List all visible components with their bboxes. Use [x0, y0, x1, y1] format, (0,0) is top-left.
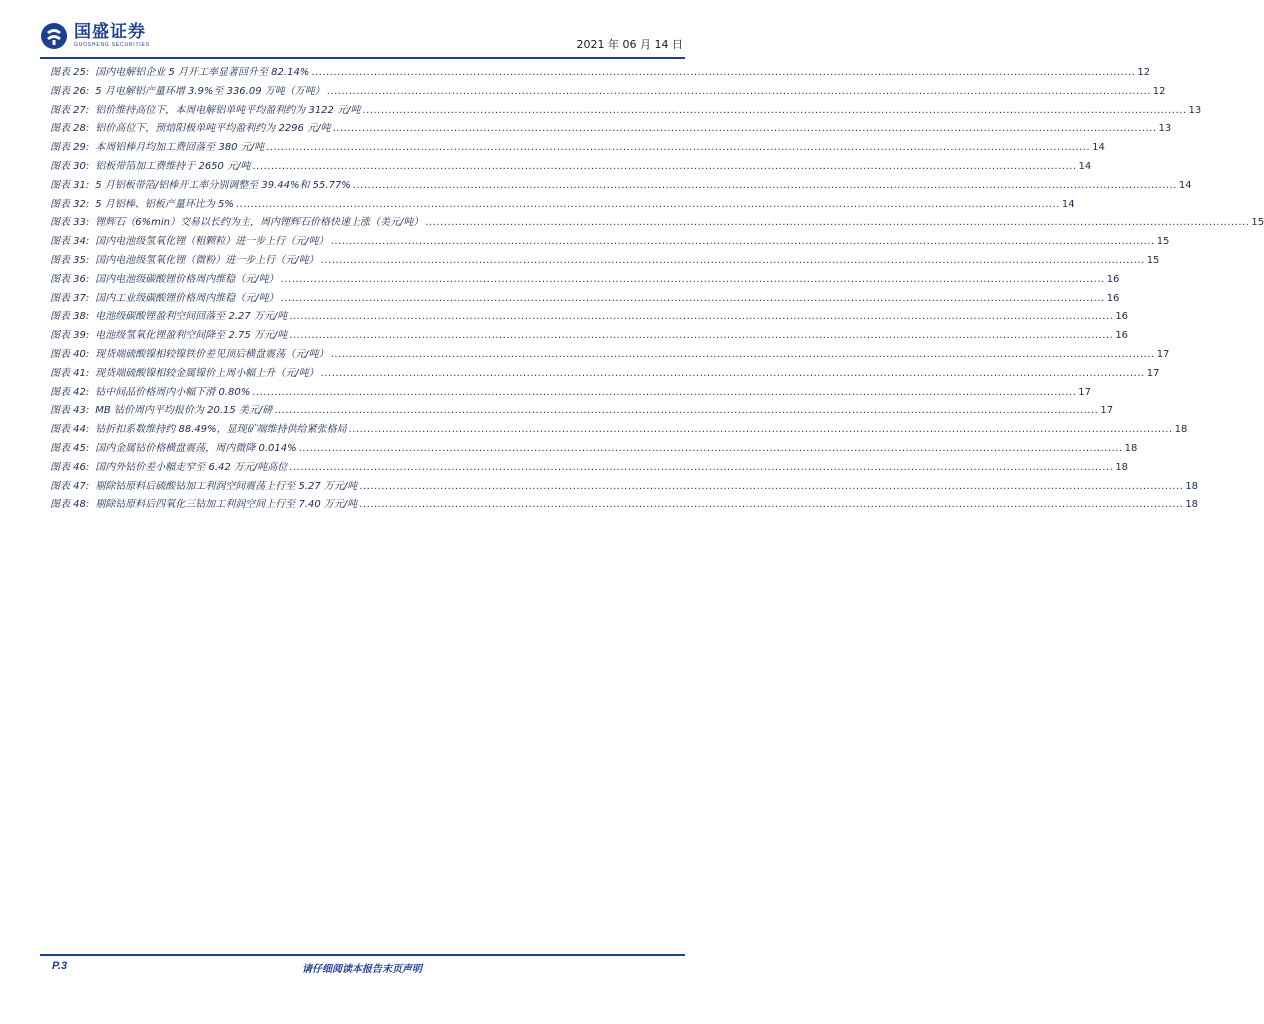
toc-leader-dots — [266, 142, 1090, 153]
toc-entry-title: 本周铝棒月均加工费回落至 380 元/吨 — [95, 142, 265, 154]
toc-leader-dots — [353, 180, 1177, 191]
toc-entry-title: 5 月铝板带箔/铝棒开工率分别调整至 39.44%和 55.77% — [95, 179, 351, 191]
toc-entry-title: 5 月铝棒、铝板产量环比为 5% — [95, 198, 234, 210]
toc-entry[interactable] — [50, 176, 1192, 195]
toc-entry-page: 17 — [1156, 348, 1170, 360]
toc-entry-title: 国内工业级碳酸锂价格周内维稳（元/吨） — [95, 292, 279, 304]
toc-entry-title: 铝价高位下，预焙阳极单吨平均盈利约为 2296 元/吨 — [95, 123, 331, 135]
toc-entry-title: 电池级氢氧化锂盈利空间降至 2.75 万元/吨 — [95, 330, 288, 342]
toc-entry-label: 图表 38: — [50, 311, 90, 323]
toc-entry-title: 锂辉石（6%min）交易以长约为主，周内锂辉石价格快速上涨（美元/吨） — [95, 217, 424, 229]
toc-entry-page: 17 — [1146, 367, 1160, 379]
toc-entry-label: 图表 47: — [50, 480, 90, 492]
toc-entry-page: 18 — [1115, 461, 1129, 473]
toc-entry-page: 14 — [1061, 198, 1075, 210]
toc-leader-dots — [332, 123, 1156, 134]
toc-entry-title: 铝价维持高位下，本周电解铝单吨平均盈利约为 3122 元/吨 — [95, 104, 361, 116]
toc-entry[interactable] — [50, 495, 1199, 514]
logo-text-cn: 国盛证券 — [74, 22, 146, 42]
toc-entry-label: 图表 33: — [50, 217, 90, 229]
toc-entry[interactable] — [50, 307, 1129, 326]
toc-entry-page: 18 — [1124, 442, 1138, 454]
toc-entry-title: 钴中间品价格周内小幅下滑 0.80% — [95, 386, 251, 398]
toc-entry-title: MB 钴价周内平均报价为 20.15 美元/磅 — [95, 405, 273, 417]
toc-entry-title: 铝板带箔加工费维持于 2650 元/吨 — [95, 160, 251, 172]
toc-entry[interactable] — [50, 458, 1129, 477]
toc-entry-label: 图表 26: — [50, 85, 90, 97]
toc-entry-title: 国内电池级氢氧化锂（微粉）进一步上行（元/吨） — [95, 254, 319, 266]
toc-entry-page: 17 — [1100, 405, 1114, 417]
toc-entry-page: 14 — [1078, 160, 1092, 172]
toc-leader-dots — [289, 311, 1113, 322]
toc-leader-dots — [349, 424, 1173, 435]
toc-leader-dots — [327, 86, 1151, 97]
logo-icon — [40, 22, 68, 50]
toc-entry-page: 15 — [1146, 254, 1160, 266]
toc-entry[interactable] — [50, 101, 1202, 120]
toc-entry[interactable] — [50, 439, 1138, 458]
toc-leader-dots — [289, 462, 1113, 473]
toc-leader-dots — [281, 293, 1105, 304]
toc-entry-label: 图表 46: — [50, 461, 90, 473]
toc-entry-page: 18 — [1185, 499, 1199, 511]
report-date: 2021 年 06 月 14 日 — [576, 38, 683, 51]
toc-entry[interactable] — [50, 345, 1170, 364]
toc-entry-label: 图表 36: — [50, 273, 90, 285]
toc-entry-title: 国内电池级氢氧化锂（粗颗粒）进一步上行（元/吨） — [95, 236, 329, 248]
toc-entry[interactable] — [50, 82, 1166, 101]
toc-entry-label: 图表 39: — [50, 330, 90, 342]
toc-entry-page: 14 — [1092, 142, 1105, 154]
toc-entry[interactable] — [50, 477, 1199, 496]
toc-leader-dots — [321, 368, 1145, 379]
toc-entry-page: 12 — [1137, 67, 1151, 78]
toc-entry-page: 16 — [1115, 311, 1129, 323]
toc-leader-dots — [311, 67, 1135, 78]
toc-entry-label: 图表 43: — [50, 405, 90, 417]
toc-entry-page: 13 — [1158, 123, 1172, 135]
toc-leader-dots — [236, 199, 1060, 210]
toc-entry[interactable] — [50, 119, 1172, 138]
toc-entry-title: 5 月电解铝产量环增 3.9%至 336.09 万吨（万吨） — [95, 85, 325, 97]
toc-entry-label: 图表 42: — [50, 386, 90, 398]
toc-entry[interactable] — [50, 401, 1114, 420]
toc-entry[interactable] — [50, 157, 1092, 176]
company-logo — [40, 22, 150, 50]
toc-entry-title: 剔除钴原料后硫酸钴加工利润空间震荡上行至 5.27 万元/吨 — [95, 480, 358, 492]
page-number: P.3 — [52, 960, 68, 972]
toc-leader-dots — [274, 405, 1098, 416]
toc-entry-label: 图表 45: — [50, 442, 90, 454]
toc-entry[interactable] — [50, 213, 1264, 232]
toc-entry[interactable] — [50, 383, 1091, 402]
toc-entry-label: 图表 40: — [50, 348, 90, 360]
toc-entry-label: 图表 32: — [50, 198, 90, 210]
toc-entry[interactable] — [50, 270, 1120, 289]
toc-entry-title: 钴折扣系数维持约 88.49%，显现矿端维持供给紧张格局 — [95, 424, 347, 436]
toc-entry-title: 电池级碳酸锂盈利空间回落至 2.27 万元/吨 — [95, 311, 288, 323]
toc-entry-page: 18 — [1174, 424, 1188, 436]
logo-text-en: GUOSHENG SECURITIES — [74, 42, 150, 48]
toc-leader-dots — [331, 349, 1155, 360]
toc-entry-title: 剔除钴原料后四氧化三钴加工利润空间上行至 7.40 万元/吨 — [95, 499, 358, 511]
page-header — [40, 20, 685, 58]
toc-entry-page: 16 — [1115, 330, 1129, 342]
toc-leader-dots — [331, 236, 1155, 247]
toc-entry-label: 图表 29: — [50, 142, 90, 154]
toc-entry-label: 图表 48: — [50, 499, 90, 511]
toc-leader-dots — [425, 217, 1249, 228]
toc-entry-title: 国内金属钴价格横盘震荡，周内微降 0.014% — [95, 442, 297, 454]
toc-leader-dots — [359, 481, 1183, 492]
toc-entry[interactable] — [50, 232, 1170, 251]
toc-entry-label: 图表 35: — [50, 254, 90, 266]
toc-entry-title: 现货端硫酸镍相较金属镍价上周小幅上升（元/吨） — [95, 367, 319, 379]
toc-entry-label: 图表 37: — [50, 292, 90, 304]
toc-entry[interactable] — [50, 195, 1075, 214]
header-divider — [40, 57, 685, 59]
toc-entry-label: 图表 41: — [50, 367, 90, 379]
toc-entry-label: 图表 27: — [50, 104, 90, 116]
toc-entry[interactable] — [50, 326, 1129, 345]
toc-leader-dots — [321, 255, 1145, 266]
toc-leader-dots — [359, 499, 1183, 510]
toc-leader-dots — [289, 330, 1113, 341]
toc-entry-label: 图表 28: — [50, 123, 90, 135]
toc-entry-label: 图表 31: — [50, 179, 90, 191]
toc-leader-dots — [299, 443, 1123, 454]
toc-entry[interactable] — [50, 289, 1120, 308]
toc-entry-page: 18 — [1185, 480, 1199, 492]
toc-entry-page: 12 — [1152, 85, 1166, 97]
toc-entry[interactable] — [50, 138, 1105, 157]
toc-entry-page: 13 — [1188, 104, 1202, 116]
toc-entry-title: 现货端硫酸镍相较镍铁价差见顶后横盘震荡（元/吨） — [95, 348, 329, 360]
toc-entry-label: 图表 25: — [50, 67, 90, 78]
toc-entry-page: 14 — [1178, 179, 1192, 191]
toc-entry-label: 图表 34: — [50, 236, 90, 248]
toc-entry-page: 15 — [1156, 236, 1170, 248]
toc-entry[interactable] — [50, 63, 1151, 82]
toc-entry-title: 国内电解铝企业 5 月开工率显著回升至 82.14% — [95, 67, 310, 78]
toc-entry-title: 国内外钴价差小幅走窄至 6.42 万元/吨高位 — [95, 461, 288, 473]
toc-entry-page: 16 — [1106, 292, 1120, 304]
toc-entry-label: 图表 30: — [50, 160, 90, 172]
toc-entry[interactable] — [50, 251, 1160, 270]
footer-divider — [40, 954, 685, 956]
toc-entry-page: 15 — [1251, 217, 1264, 229]
toc-leader-dots — [252, 161, 1076, 172]
toc-entry-label: 图表 44: — [50, 424, 90, 436]
disclaimer-note: 请仔细阅读本报告末页声明 — [302, 964, 422, 975]
toc-entry-page: 16 — [1106, 273, 1120, 285]
toc-entry-page: 17 — [1078, 386, 1091, 398]
toc-entry[interactable] — [50, 364, 1160, 383]
toc-leader-dots — [281, 274, 1105, 285]
figure-toc-list — [50, 63, 1264, 514]
toc-leader-dots — [252, 387, 1076, 398]
toc-leader-dots — [362, 105, 1186, 116]
toc-entry-title: 国内电池级碳酸锂价格周内维稳（元/吨） — [95, 273, 279, 285]
toc-entry[interactable] — [50, 420, 1188, 439]
